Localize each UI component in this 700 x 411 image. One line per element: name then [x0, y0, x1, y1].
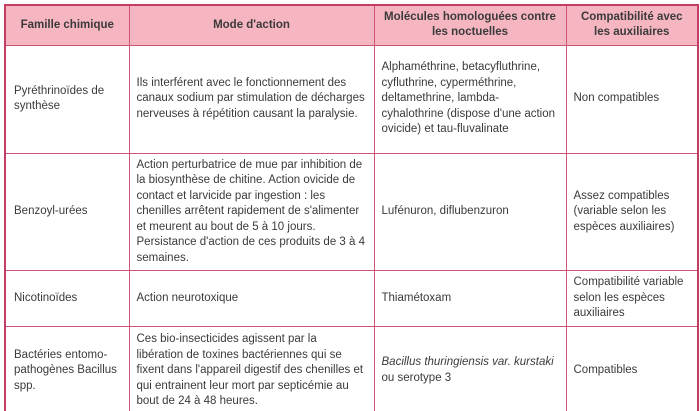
- cell-mode-action: Ils interférent avec le fonctionnement des canaux sodium par stimulation de décharges nerveuses à répétition causant la paralysie.: [129, 45, 374, 153]
- cell-molecules: Thiamétoxam: [374, 271, 566, 327]
- cell-compatibilite: Non compatibles: [566, 45, 698, 153]
- header-molecules-homologuees: Molécules homologuées contre les noctuelles: [374, 5, 566, 45]
- cell-famille: Benzoyl-urées: [5, 153, 129, 271]
- header-mode-action: Mode d'action: [129, 5, 374, 45]
- table-row-bacteries: [5, 326, 698, 411]
- header-row: [5, 5, 698, 45]
- table-row-benzoyl-urees: [5, 153, 698, 271]
- cell-molecules: Alphaméthrine, betacyfluthrine, cyfluthrine, cyperméthrine, deltamethrine, lambda-cyhalothrine (dispose d'une action ovicide) et tau-fluvalinate: [374, 45, 566, 153]
- table-row-pyrethrinoides: [5, 45, 698, 153]
- cell-mode-action: Action perturbatrice de mue par inhibition de la biosynthèse de chitine. Action ovicide de contact et larvicide par ingestion : les chenilles arrêtent rapidement de s'alimenter et meurent au bout de 5 à 10 jours. Persistance d'action de ces produits de 3 à 4 semaines.: [129, 153, 374, 271]
- table-row-nicotinoides: [5, 271, 698, 327]
- insecticides-table: [4, 4, 699, 411]
- cell-mode-action: Ces bio-insecticides agissent par la libération de toxines bactériennes qui se fixent dans l'appareil digestif des chenilles et qui entrainent leur mort par septicémie au bout de 24 à 48 heures.: [129, 326, 374, 411]
- cell-famille: Nicotinoïdes: [5, 271, 129, 327]
- molecules-italic-text: Bacillus thuringiensis var. kurstaki: [381, 356, 554, 369]
- cell-compatibilite: Compatibilité variable selon les espèces auxiliaires: [566, 271, 698, 327]
- molecules-regular-text: ou serotype 3: [381, 371, 452, 384]
- cell-famille: Bactéries entomo-pathogènes Bacillus spp.: [5, 326, 129, 411]
- header-compatibilite-auxiliaires: Compatibilité avec les auxiliaires: [566, 5, 698, 45]
- cell-molecules: Lufénuron, diflubenzuron: [374, 153, 566, 271]
- cell-mode-action: Action neurotoxique: [129, 271, 374, 327]
- header-famille-chimique: Famille chimique: [5, 5, 129, 45]
- cell-famille: Pyréthrinoïdes de synthèse: [5, 45, 129, 153]
- cell-molecules: [374, 326, 566, 411]
- cell-compatibilite: Compatibles: [566, 326, 698, 411]
- cell-compatibilite: Assez compatibles (variable selon les espèces auxiliaires): [566, 153, 698, 271]
